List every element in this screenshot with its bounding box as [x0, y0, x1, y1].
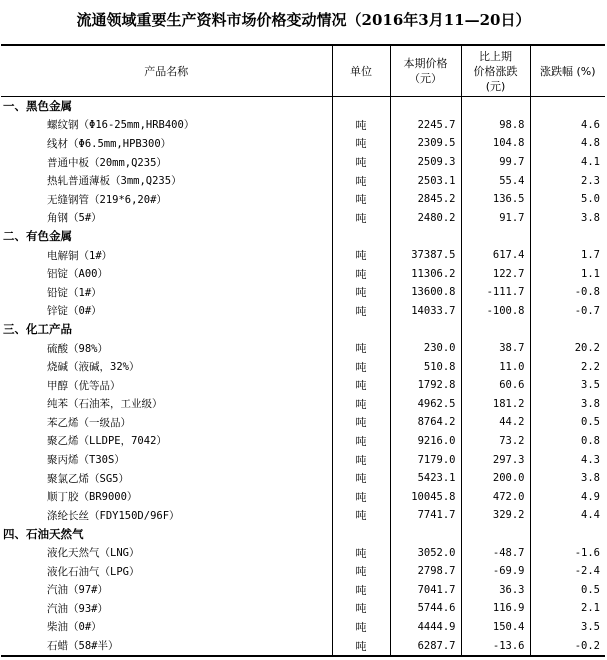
unit-cell: 吨 — [332, 339, 390, 358]
change-percent-cell: 4.3 — [581, 453, 600, 466]
price-change-cell: 297.3 — [461, 450, 530, 469]
price-change-cell: 104.8 — [461, 134, 530, 153]
table-row — [1, 357, 605, 376]
category-empty-cell — [390, 525, 461, 544]
unit-cell: 吨 — [332, 246, 390, 265]
price-cell: 2480.2 — [390, 209, 461, 228]
product-name-cell: 烧碱（液碱，32%） — [1, 357, 332, 376]
unit-cell: 吨 — [332, 357, 390, 376]
price-change-cell: -100.8 — [461, 302, 530, 321]
price-change-cell: -111.7 — [461, 283, 530, 302]
price-change-cell: 617.4 — [461, 246, 530, 265]
price-cell: 2509.3 — [390, 153, 461, 172]
price-cell: 37387.5 — [390, 246, 461, 265]
change-percent-cell: 3.8 — [581, 211, 600, 224]
table-row — [1, 116, 605, 135]
table-row — [1, 562, 605, 581]
table-body — [1, 97, 605, 656]
table-row — [1, 395, 605, 414]
price-change-cell: 38.7 — [461, 339, 530, 358]
price-cell: 6287.7 — [390, 636, 461, 656]
price-change-cell: -69.9 — [461, 562, 530, 581]
unit-cell: 吨 — [332, 171, 390, 190]
table-row — [1, 302, 605, 321]
table-row — [1, 580, 605, 599]
header-change-percent: 涨跌幅 (%) — [530, 45, 605, 97]
header-row — [1, 45, 605, 97]
table-row — [1, 636, 605, 656]
table-row — [1, 209, 605, 228]
unit-cell: 吨 — [332, 283, 390, 302]
price-cell: 2845.2 — [390, 190, 461, 209]
table-row — [1, 469, 605, 488]
change-percent-cell: -0.2 — [530, 636, 605, 656]
price-cell: 13600.8 — [390, 283, 461, 302]
header-price-change-line-2: 价格涨跌 — [473, 64, 518, 78]
table-row — [1, 190, 605, 209]
unit-cell: 吨 — [332, 116, 390, 135]
product-name-cell: 液化天然气（LNG） — [1, 543, 332, 562]
price-cell: 3052.0 — [390, 543, 461, 562]
change-percent-cell: 0.8 — [581, 434, 600, 447]
price-cell: 7041.7 — [390, 580, 461, 599]
change-percent-cell: -1.6 — [574, 546, 600, 559]
price-cell: 2309.5 — [390, 134, 461, 153]
product-name-cell: 汽油（93#） — [1, 599, 332, 618]
header-product-name: 产品名称 — [1, 45, 332, 97]
unit-cell: 吨 — [332, 376, 390, 395]
price-cell: 2798.7 — [390, 562, 461, 581]
price-change-cell: 122.7 — [461, 264, 530, 283]
change-percent-cell: 4.8 — [581, 137, 600, 150]
price-cell: 230.0 — [390, 339, 461, 358]
table-row — [1, 376, 605, 395]
price-change-cell: 116.9 — [461, 599, 530, 618]
table-row — [1, 599, 605, 618]
unit-cell: 吨 — [332, 487, 390, 506]
price-change-cell: 91.7 — [461, 209, 530, 228]
product-name-cell: 锌锭（0#） — [1, 302, 332, 321]
product-name-cell: 汽油（97#） — [1, 580, 332, 599]
category-empty-cell — [390, 320, 461, 339]
unit-cell: 吨 — [332, 562, 390, 581]
category-empty-cell — [332, 227, 390, 246]
price-change-cell: 472.0 — [461, 487, 530, 506]
category-empty-cell — [461, 320, 530, 339]
product-name-cell: 电解铜（1#） — [1, 246, 332, 265]
table-row — [1, 413, 605, 432]
unit-cell: 吨 — [332, 153, 390, 172]
table-row — [1, 618, 605, 637]
header-current-price-line-1: 本期价格 — [403, 57, 448, 70]
unit-cell: 吨 — [332, 543, 390, 562]
product-name-cell: 石蜡（58#半） — [1, 636, 332, 656]
price-change-cell: 329.2 — [461, 506, 530, 525]
change-percent-cell: 4.4 — [581, 509, 600, 522]
table-row — [1, 134, 605, 153]
price-change-cell: 44.2 — [461, 413, 530, 432]
change-percent-cell: 5.0 — [581, 193, 600, 206]
price-change-cell: -13.6 — [461, 636, 530, 656]
price-change-cell: 136.5 — [461, 190, 530, 209]
table-row — [1, 432, 605, 451]
category-empty-cell — [390, 227, 461, 246]
price-change-cell: 36.3 — [461, 580, 530, 599]
unit-cell: 吨 — [332, 413, 390, 432]
table-row — [1, 487, 605, 506]
category-label: 三、化工产品 — [1, 320, 332, 339]
category-empty-cell — [390, 97, 461, 116]
table-row — [1, 171, 605, 190]
price-change-cell: 99.7 — [461, 153, 530, 172]
category-row — [1, 320, 605, 339]
change-percent-cell: -2.4 — [574, 565, 600, 578]
unit-cell: 吨 — [332, 432, 390, 451]
category-empty-cell — [530, 525, 605, 544]
product-name-cell: 顺丁胶（BR9000） — [1, 487, 332, 506]
unit-cell: 吨 — [332, 580, 390, 599]
change-percent-cell: 20.2 — [574, 342, 600, 355]
price-cell: 2503.1 — [390, 171, 461, 190]
unit-cell: 吨 — [332, 469, 390, 488]
product-name-cell: 螺纹钢（Φ16-25mm,HRB400） — [1, 116, 332, 135]
header-price-change — [461, 45, 530, 97]
change-percent-cell: 3.8 — [581, 397, 600, 410]
product-name-cell: 铝锭（A00） — [1, 264, 332, 283]
unit-cell: 吨 — [332, 209, 390, 228]
unit-cell: 吨 — [332, 264, 390, 283]
change-percent-cell: 3.8 — [581, 472, 600, 485]
product-name-cell: 柴油（0#） — [1, 618, 332, 637]
product-name-cell: 普通中板（20mm,Q235） — [1, 153, 332, 172]
table-row — [1, 283, 605, 302]
price-cell: 14033.7 — [390, 302, 461, 321]
product-name-cell: 纯苯（石油苯，工业级） — [1, 395, 332, 414]
price-cell: 5744.6 — [390, 599, 461, 618]
price-change-cell: -48.7 — [461, 543, 530, 562]
category-empty-cell — [461, 525, 530, 544]
change-percent-cell: 2.3 — [581, 174, 600, 187]
price-cell: 7741.7 — [390, 506, 461, 525]
table-row — [1, 543, 605, 562]
category-row — [1, 525, 605, 544]
unit-cell: 吨 — [332, 190, 390, 209]
product-name-cell: 硫酸（98%） — [1, 339, 332, 358]
category-empty-cell — [332, 97, 390, 116]
product-name-cell: 铅锭（1#） — [1, 283, 332, 302]
unit-cell: 吨 — [332, 450, 390, 469]
change-percent-cell: -0.8 — [574, 286, 600, 299]
price-change-cell: 150.4 — [461, 618, 530, 637]
category-empty-cell — [461, 227, 530, 246]
category-empty-cell — [530, 320, 605, 339]
category-empty-cell — [332, 320, 390, 339]
price-cell: 510.8 — [390, 357, 461, 376]
change-percent-cell: 2.2 — [581, 360, 600, 373]
change-percent-cell: -0.7 — [574, 304, 600, 317]
category-empty-cell — [332, 525, 390, 544]
header-unit: 单位 — [332, 45, 390, 97]
price-change-cell: 181.2 — [461, 395, 530, 414]
price-cell: 8764.2 — [390, 413, 461, 432]
unit-cell: 吨 — [332, 636, 390, 656]
product-name-cell: 聚氯乙烯（SG5） — [1, 469, 332, 488]
table-row — [1, 246, 605, 265]
change-percent-cell: 1.7 — [581, 249, 600, 262]
price-change-cell: 200.0 — [461, 469, 530, 488]
category-empty-cell — [530, 227, 605, 246]
change-percent-cell: 4.6 — [581, 118, 600, 131]
change-percent-cell: 4.1 — [581, 156, 600, 169]
category-row — [1, 227, 605, 246]
change-percent-cell: 3.5 — [581, 620, 600, 633]
price-table — [1, 44, 605, 657]
category-empty-cell — [530, 97, 605, 116]
price-cell: 4962.5 — [390, 395, 461, 414]
product-name-cell: 角钢（5#） — [1, 209, 332, 228]
product-name-cell: 液化石油气（LPG） — [1, 562, 332, 581]
header-price-change-line-3: (元) — [485, 79, 506, 93]
price-change-cell: 98.8 — [461, 116, 530, 135]
product-name-cell: 甲醇（优等品） — [1, 376, 332, 395]
table-row — [1, 506, 605, 525]
price-cell: 1792.8 — [390, 376, 461, 395]
header-current-price — [390, 45, 461, 97]
change-percent-cell: 4.9 — [581, 490, 600, 503]
category-row — [1, 97, 605, 116]
price-cell: 9216.0 — [390, 432, 461, 451]
price-cell: 4444.9 — [390, 618, 461, 637]
product-name-cell: 聚丙烯（T30S） — [1, 450, 332, 469]
price-cell: 11306.2 — [390, 264, 461, 283]
product-name-cell: 无缝钢管（219*6,20#） — [1, 190, 332, 209]
change-percent-cell: 1.1 — [581, 267, 600, 280]
unit-cell: 吨 — [332, 618, 390, 637]
header-current-price-line-2: （元） — [409, 72, 442, 85]
table-row — [1, 153, 605, 172]
page-title: 流通领域重要生产资料市场价格变动情况（2016年3月11—20日） — [76, 11, 531, 29]
category-label: 一、黑色金属 — [1, 97, 332, 116]
price-cell: 7179.0 — [390, 450, 461, 469]
change-percent-cell: 3.5 — [581, 379, 600, 392]
price-change-cell: 55.4 — [461, 171, 530, 190]
table-row — [1, 450, 605, 469]
product-name-cell: 线材（Φ6.5mm,HPB300） — [1, 134, 332, 153]
product-name-cell: 聚乙烯（LLDPE，7042） — [1, 432, 332, 451]
change-percent-cell: 0.5 — [581, 416, 600, 429]
table-row — [1, 339, 605, 358]
price-cell: 5423.1 — [390, 469, 461, 488]
product-name-cell: 涤纶长丝（FDY150D/96F） — [1, 506, 332, 525]
unit-cell: 吨 — [332, 395, 390, 414]
unit-cell: 吨 — [332, 599, 390, 618]
category-label: 四、石油天然气 — [1, 525, 332, 544]
unit-cell: 吨 — [332, 302, 390, 321]
product-name-cell: 苯乙烯（一级品） — [1, 413, 332, 432]
unit-cell: 吨 — [332, 134, 390, 153]
category-empty-cell — [461, 97, 530, 116]
unit-cell: 吨 — [332, 506, 390, 525]
header-price-change-line-1: 比上期 — [479, 49, 512, 63]
price-change-cell: 60.6 — [461, 376, 530, 395]
change-percent-cell: 2.1 — [581, 602, 600, 615]
category-label: 二、有色金属 — [1, 227, 332, 246]
change-percent-cell: 0.5 — [581, 583, 600, 596]
price-change-cell: 73.2 — [461, 432, 530, 451]
price-cell: 10045.8 — [390, 487, 461, 506]
price-change-cell: 11.0 — [461, 357, 530, 376]
table-row — [1, 264, 605, 283]
product-name-cell: 热轧普通薄板（3mm,Q235） — [1, 171, 332, 190]
price-cell: 2245.7 — [390, 116, 461, 135]
